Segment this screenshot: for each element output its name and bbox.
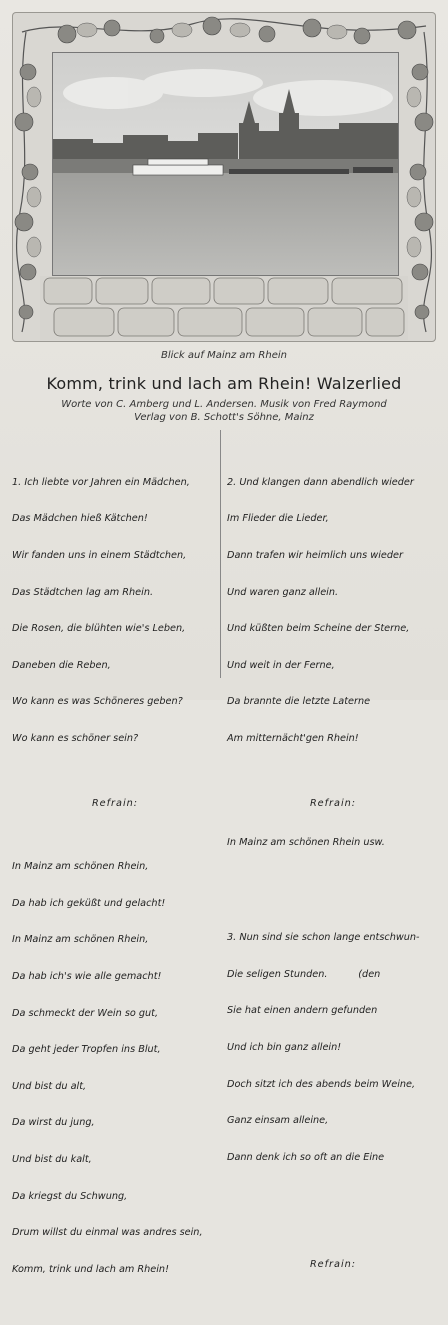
refrain-2-line: In Mainz am schönen Rhein usw. (227, 836, 385, 848)
credits-publisher: Verlag von B. Schott's Söhne, Mainz (134, 412, 314, 423)
verse-line: Im Flieder die Lieder, (227, 513, 329, 525)
credits-authors: Worte von C. Amberg und L. Andersen. Musik von Fred Raymond (61, 399, 387, 410)
refrain-line: In Mainz am schönen Rhein, (12, 934, 149, 946)
spacer (227, 873, 439, 883)
verse-line: Das Städtchen lag am Rhein. (12, 586, 154, 598)
refrain-heading: Refrain: (91, 798, 139, 810)
lyrics-right-column (227, 428, 439, 1296)
city-skyline-illustration (53, 53, 398, 275)
verse-line: Am mitternächt'gen Rhein! (227, 733, 359, 745)
stone-wall-illustration (40, 276, 408, 340)
spacer (227, 1213, 439, 1235)
refrain-2-heading: Refrain: (309, 798, 357, 810)
verse-line: Sie hat einen andern gefunden (227, 1005, 378, 1017)
lyrics-left-column (12, 428, 218, 1325)
verse-line: Und ich bin ganz allein! (227, 1041, 342, 1053)
verse-line: Das Mädchen hieß Kätchen! (12, 513, 148, 525)
refrain-line: Und bist du alt, (12, 1080, 87, 1092)
refrain-line: Drum willst du einmal was andres sein, (12, 1227, 203, 1239)
verse-line: Da brannte die letzte Laterne (227, 696, 371, 708)
verse-1 (12, 452, 218, 769)
verse-line: Und küßten beim Scheine der Sterne, (227, 623, 410, 635)
refrain-line: In Mainz am schönen Rhein, (12, 861, 149, 873)
verse-line: Dann denk ich so oft an die Eine (227, 1151, 385, 1163)
verse-line: Ganz einsam alleine, (227, 1115, 329, 1127)
refrain-line: Da hab ich geküßt und gelacht! (12, 897, 166, 909)
song-credits (0, 398, 448, 424)
verse-line: Wir fanden uns in einem Städtchen, (12, 550, 187, 562)
verse-line: Wo kann es schöner sein? (12, 733, 139, 745)
verse-line: Dann trafen wir heimlich uns wieder (227, 550, 403, 562)
verse-line: 2. Und klangen dann abendlich wieder (227, 476, 414, 488)
verse-line: Wo kann es was Schöneres geben? (12, 696, 183, 708)
verse-line: Doch sitzt ich des abends beim Weine, (227, 1078, 416, 1090)
verse-line: Daneben die Reben, (12, 659, 111, 671)
verse-3 (227, 908, 439, 1189)
verse-line: Die Rosen, die blühten wie's Leben, (12, 623, 186, 635)
refrain-line: Und bist du kalt, (12, 1153, 92, 1165)
verse-line: Und waren ganz allein. (227, 586, 339, 598)
verse-line: 1. Ich liebte vor Jahren ein Mädchen, (12, 476, 190, 488)
refrain-line: Da geht jeder Tropfen ins Blut, (12, 1044, 161, 1056)
refrain-line: Da schmeckt der Wein so gut, (12, 1007, 159, 1019)
refrain-line: Komm, trink und lach am Rhein! (12, 1263, 169, 1275)
refrain-line: Da hab ich's wie alle gemacht! (12, 970, 162, 982)
verse-line: Und weit in der Ferne, (227, 659, 335, 671)
mainz-rhine-photo (52, 52, 399, 276)
refrain-line: Da wirst du jung, (12, 1117, 95, 1129)
song-title: Komm, trink und lach am Rhein! Walzerlied (46, 374, 402, 393)
verse-2 (227, 452, 439, 769)
refrain-line: Da kriegst du Schwung, (12, 1190, 128, 1202)
refrain-3-heading: Refrain: (309, 1259, 357, 1271)
column-divider (220, 430, 221, 678)
refrain (12, 837, 218, 1301)
verse-line: Die seligen Stunden. (den (227, 968, 381, 980)
verse-line: 3. Nun sind sie schon lange entschwun- (227, 932, 420, 944)
photo-caption: Blick auf Mainz am Rhein (161, 350, 287, 361)
